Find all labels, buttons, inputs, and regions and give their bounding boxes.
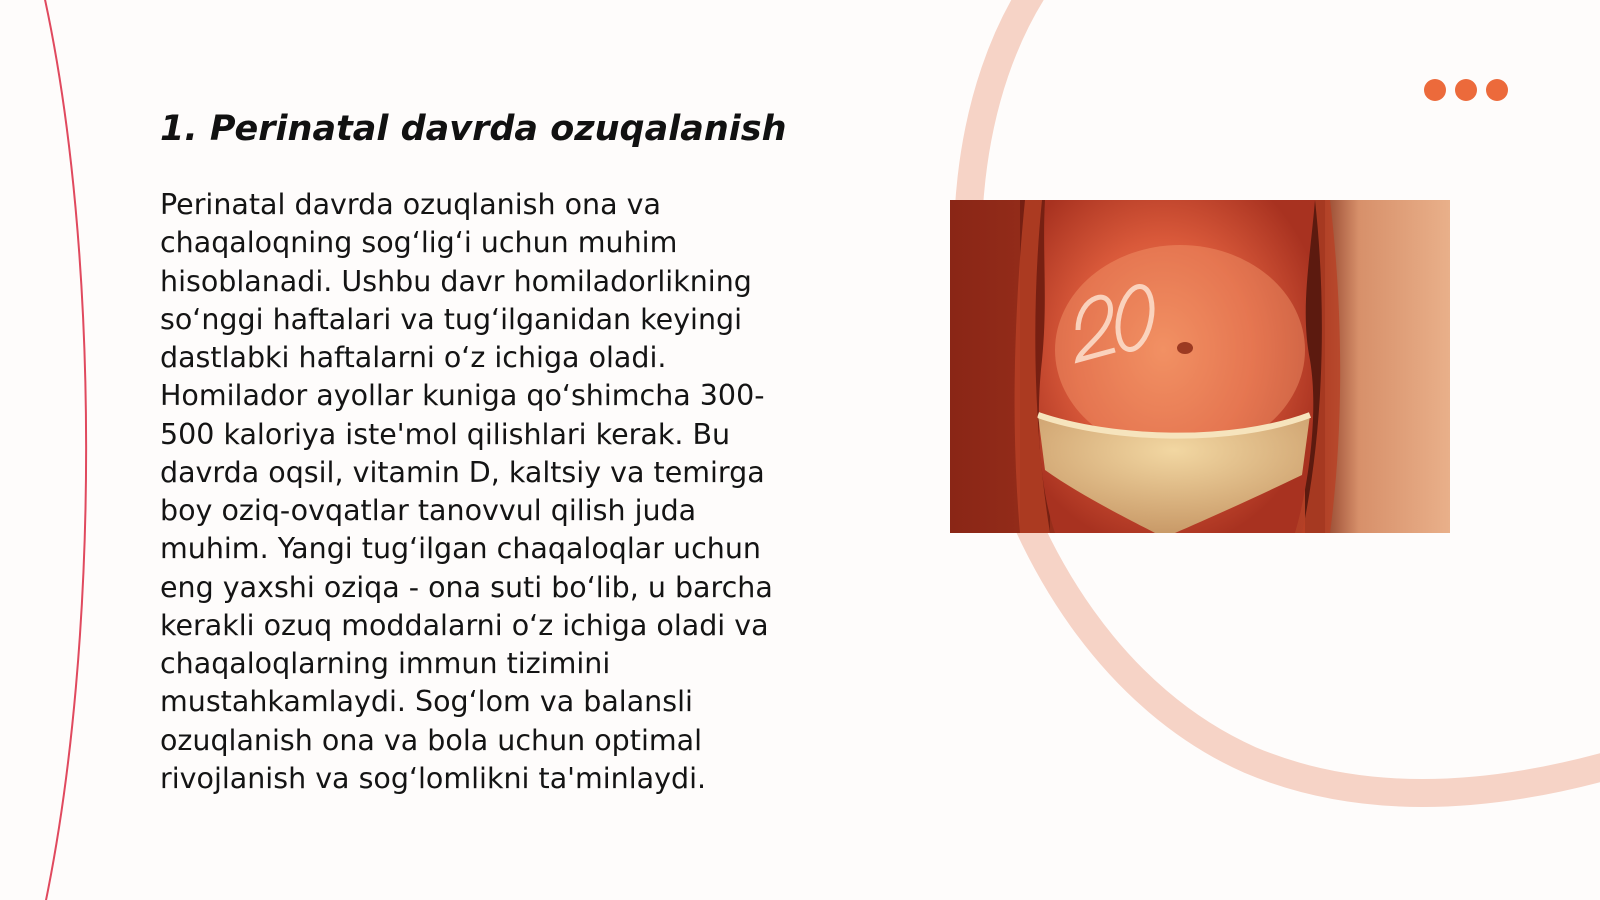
slide-body-text: Perinatal davrda ozuqlanish ona va chaqaloqning sog‘lig‘i uchun muhim hisoblanadi. Ushbu davr homiladorlikning so‘nggi haftalari va tug‘ilganidan keyingi dastlabki haftalarni o‘z ichiga oladi. Homilador ayollar kuniga qo‘shimcha 300-500 kaloriya iste'mol qilishlari kerak. Bu davrda oqsil, vitamin D, kaltsiy va temirga boy oziq-ovqatlar tanovvul qilish juda muhim. Yangi tug‘ilgan chaqaloqlar uchun eng yaxshi oziqa - ona suti bo‘lib, u barcha kerakli ozuq moddalarni o‘z ichiga oladi va chaqaloqlarning immun tizimini mustahkamlaydi. Sog‘lom va balansli ozuqlanish ona va bola uchun optimal rivojlanish va sog‘lomlikni ta'minlaydi. <box>160 188 773 795</box>
menu-dots <box>1424 79 1514 101</box>
slide-title: 1. Perinatal davrda ozuqalanish <box>160 109 787 149</box>
dot-icon <box>1424 79 1446 101</box>
pregnant-belly-photo <box>950 200 1450 533</box>
dot-icon <box>1455 79 1477 101</box>
left-curve-line <box>44 0 86 900</box>
dot-icon <box>1486 79 1508 101</box>
